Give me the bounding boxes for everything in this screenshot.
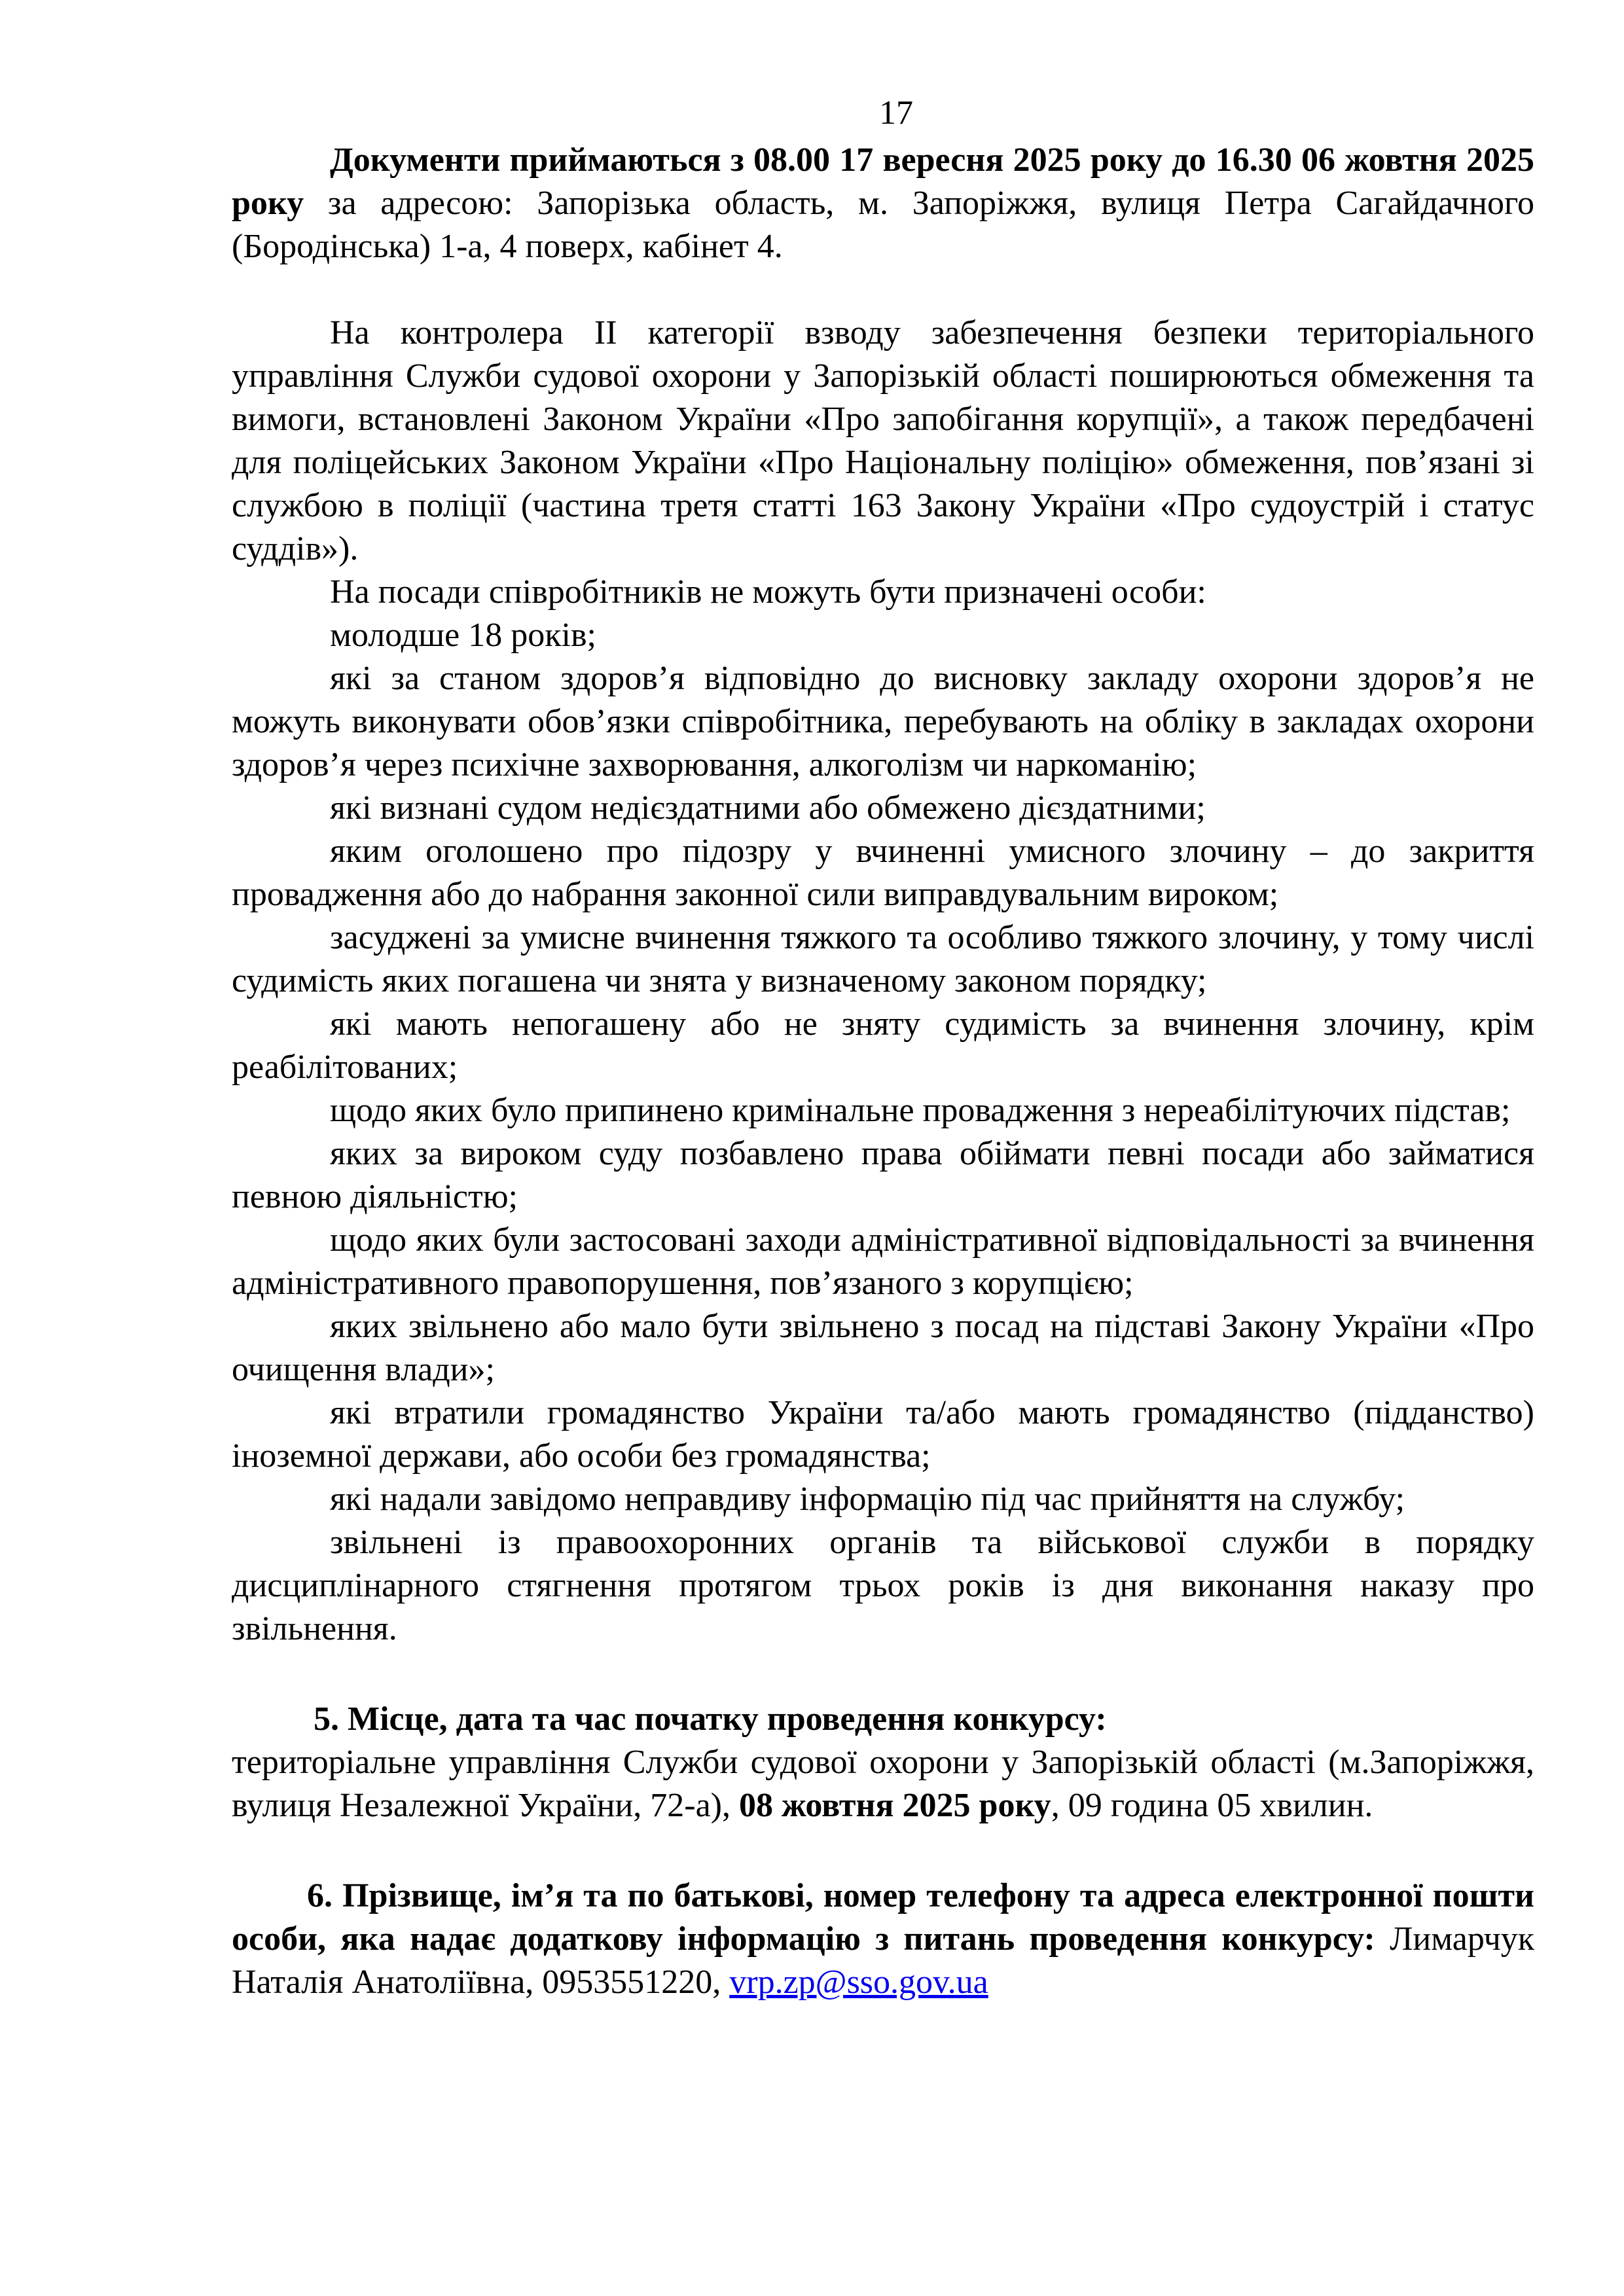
- list-item: яких за вироком суду позбавлено права обіймати певні посади або займатися певною діяльністю;: [232, 1135, 1534, 1215]
- list-item: яким оголошено про підозру у вчиненні умисного злочину – до закриття провадження або до набрання законної сили виправдувальним вироком;: [232, 833, 1534, 913]
- spacer: [232, 1651, 1534, 1698]
- contact-person: Лимарчук Наталія Анатоліївна, 0953551220,: [232, 1920, 1534, 2001]
- contest-location: територіальне управління Служби судової охорони у Запорізькій області (м.Запоріжжя, вулиця Незалежної України, 72-а),: [232, 1744, 1534, 1824]
- section-5-body: [232, 1741, 1534, 1827]
- section-6-heading: 6. Прізвище, ім’я та по батькові, номер телефону та адреса електронної пошти особи, яка надає додаткову інформацію з питань проведення конкурсу:: [232, 1877, 1534, 1958]
- restrictions-paragraph: На контролера ІІ категорії взводу забезпечення безпеки територіального управління Служби судової охорони у Запорізькій області поширюються обмеження та вимоги, встановлені Законом України «Про запобігання корупції», а також передбачені для поліцейських Законом України «Про Національну поліцію» обмеження, пов’язані зі службою в поліції (частина третя статті 163 Закону України «Про судоустрій і статус суддів»).: [232, 314, 1534, 567]
- list-item: звільнені із правоохоронних органів та військової служби в порядку дисциплінарного стягнення протягом трьох років із дня виконання наказу про звільнення.: [232, 1524, 1534, 1647]
- list-item: які мають непогашену або не зняту судимість за вчинення злочину, крім реабілітованих;: [232, 1005, 1534, 1086]
- list-item: які втратили громадянство України та/або мають громадянство (підданство) іноземної держави, або особи без громадянства;: [232, 1394, 1534, 1475]
- list-item: які за станом здоров’я відповідно до висновку закладу охорони здоров’я не можуть виконувати обов’язки співробітника, перебувають на обліку в закладах охорони здоров’я через психічне захворювання, алкоголізм чи наркоманію;: [232, 660, 1534, 783]
- contest-date: 08 жовтня 2025 року: [739, 1787, 1051, 1824]
- list-item: засуджені за умисне вчинення тяжкого та особливо тяжкого злочину, у тому числі судимість яких погашена чи знята у визначеному законом порядку;: [232, 919, 1534, 999]
- spacer: [232, 268, 1534, 312]
- submission-paragraph: [232, 139, 1534, 268]
- list-item: яких звільнено або мало бути звільнено з посад на підставі Закону України «Про очищення влади»;: [232, 1308, 1534, 1388]
- list-item: щодо яких були застосовані заходи адміністративної відповідальності за вчинення адміністративного правопорушення, пов’язаного з корупцією;: [232, 1221, 1534, 1302]
- spacer: [232, 1827, 1534, 1874]
- submission-address: за адресою: Запорізька область, м. Запоріжжя, вулиця Петра Сагайдачного (Бородінська) 1-а, 4 поверх, кабінет 4.: [232, 185, 1534, 265]
- section-6-paragraph: [232, 1874, 1534, 2004]
- list-intro: На посади співробітників не можуть бути призначені особи:: [330, 573, 1206, 611]
- ineligibility-list: [232, 614, 1534, 1651]
- list-item: молодше 18 років;: [330, 617, 596, 654]
- list-item: які надали завідомо неправдиву інформацію під час прийняття на службу;: [330, 1480, 1405, 1518]
- page-number: 17: [879, 94, 913, 132]
- list-item: щодо яких було припинено кримінальне провадження з нереабілітуючих підстав;: [330, 1092, 1511, 1129]
- contact-email-link[interactable]: vrp.zp@sso.gov.ua: [729, 1964, 988, 2001]
- document-page: [232, 92, 1534, 2004]
- contest-time: , 09 година 05 хвилин.: [1051, 1787, 1373, 1824]
- list-item: які визнані судом недієздатними або обмежено дієздатними;: [330, 789, 1206, 827]
- submission-deadline: Документи приймаються з 08.00 17 вересня 2025 року до 16.30 06 жовтня 2025 року: [232, 141, 1534, 222]
- section-5-heading: 5. Місце, дата та час початку проведення конкурсу:: [314, 1700, 1107, 1738]
